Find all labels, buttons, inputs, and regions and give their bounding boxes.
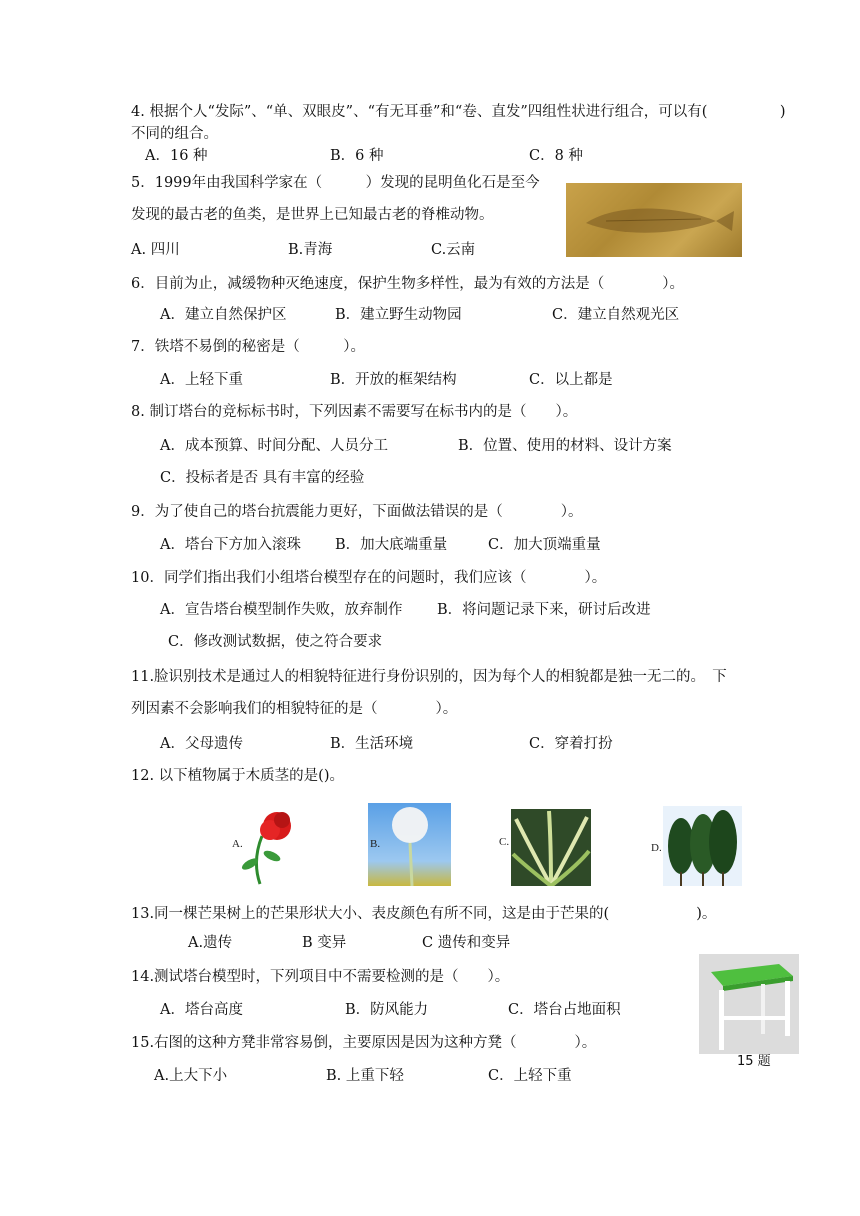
q12-stem: 12. 以下植物属于木质茎的是()。 [131,768,344,784]
q13-option-b: B 变异 [302,935,347,951]
q6-option-c: C．建立自然观光区 [552,307,680,323]
q14-option-b: B．防风能力 [345,1002,429,1018]
q5-option-c: C.云南 [431,242,476,258]
q15-option-c: C．上轻下重 [488,1068,572,1084]
q8-option-a: A．成本预算、时间分配、人员分工 [160,438,388,454]
q5-stem-line1: 5．1999年由我国科学家在（ ）发现的昆明鱼化石是至今 [131,175,540,191]
q4-option-a: A．16 种 [145,148,208,164]
q8-stem: 8. 制订塔台的竞标标书时，下列因素不需要写在标书内的是（ ）。 [131,404,578,420]
q4-stem-line1: 4. 根据个人“发际”、“单、双眼皮”、“有无耳垂”和“卷、直发”四组性状进行组合，可以有( ) [131,104,786,120]
q12-image-label-b: B. [370,838,381,850]
q11-option-c: C．穿着打扮 [529,736,613,752]
q11-option-a: A．父母遗传 [160,736,243,752]
q9-option-b: B．加大底端重量 [335,537,448,553]
q12-image-label-d: D. [651,842,662,854]
q9-option-c: C．加大顶端重量 [488,537,601,553]
q12-image-label-c: C. [499,836,510,848]
q4-stem-line2: 不同的组合。 [131,126,218,142]
dandelion-image [368,803,451,886]
q5-option-a: A. 四川 [131,242,180,258]
trees-image [663,806,742,886]
q7-option-b: B．开放的框架结构 [330,372,457,388]
q5-option-b: B.青海 [288,242,333,258]
q6-stem: 6．目前为止，减缓物种灭绝速度，保护生物多样性，最为有效的方法是（ ）。 [131,276,684,292]
q13-option-c: C 遗传和变异 [422,935,511,951]
q7-stem: 7．铁塔不易倒的秘密是（ ）。 [131,339,365,355]
q8-option-c: C．投标者是否 具有丰富的经验 [160,470,365,486]
q13-option-a: A.遗传 [188,935,233,951]
q7-option-a: A．上轻下重 [160,372,243,388]
q10-option-b: B．将问题记录下来，研讨后改进 [437,602,651,618]
q10-option-c: C．修改测试数据，使之符合要求 [168,634,383,650]
q15-option-a: A.上大下小 [154,1068,228,1084]
q5-stem-line2: 发现的最古老的鱼类，是世界上已知最古老的脊椎动物。 [131,207,494,223]
stool-image [699,954,799,1054]
q7-option-c: C．以上都是 [529,372,613,388]
q8-option-b: B．位置、使用的材料、设计方案 [458,438,672,454]
q4-option-b: B．6 种 [330,148,384,164]
q15-figure-caption: 15 题 [737,1054,771,1069]
q9-stem: 9．为了使自己的塔台抗震能力更好，下面做法错误的是（ ）。 [131,504,583,520]
q11-stem-line1: 11.脸识别技术是通过人的相貌特征进行身份识别的，因为每个人的相貌都是独一无二的。 下 [131,669,727,685]
q10-stem: 10．同学们指出我们小组塔台模型存在的问题时，我们应该（ ）。 [131,570,607,586]
q10-option-a: A．宣告塔台模型制作失败，放弃制作 [160,602,403,618]
fish-fossil-image [566,183,742,257]
q14-stem: 14.测试塔台模型时，下列项目中不需要检测的是（ ）。 [131,969,510,985]
q11-stem-line2: 列因素不会影响我们的相貌特征的是（ ）。 [131,701,458,717]
q14-option-a: A．塔台高度 [160,1002,243,1018]
q6-option-a: A．建立自然保护区 [160,307,287,323]
q15-stem: 15.右图的这种方凳非常容易倒，主要原因是因为这种方凳（ ）。 [131,1035,597,1051]
q13-stem: 13.同一棵芒果树上的芒果形状大小、表皮颜色有所不同，这是由于芒果的( )。 [131,906,717,922]
q11-option-b: B．生活环境 [330,736,414,752]
q6-option-b: B．建立野生动物园 [335,307,462,323]
q12-image-label-a: A. [232,838,243,850]
q14-option-c: C．塔台占地面积 [508,1002,621,1018]
spider-plant-image [511,809,591,886]
q15-option-b: B. 上重下轻 [326,1068,404,1084]
q9-option-a: A．塔台下方加入滚珠 [160,537,301,553]
q4-option-c: C．8 种 [529,148,583,164]
